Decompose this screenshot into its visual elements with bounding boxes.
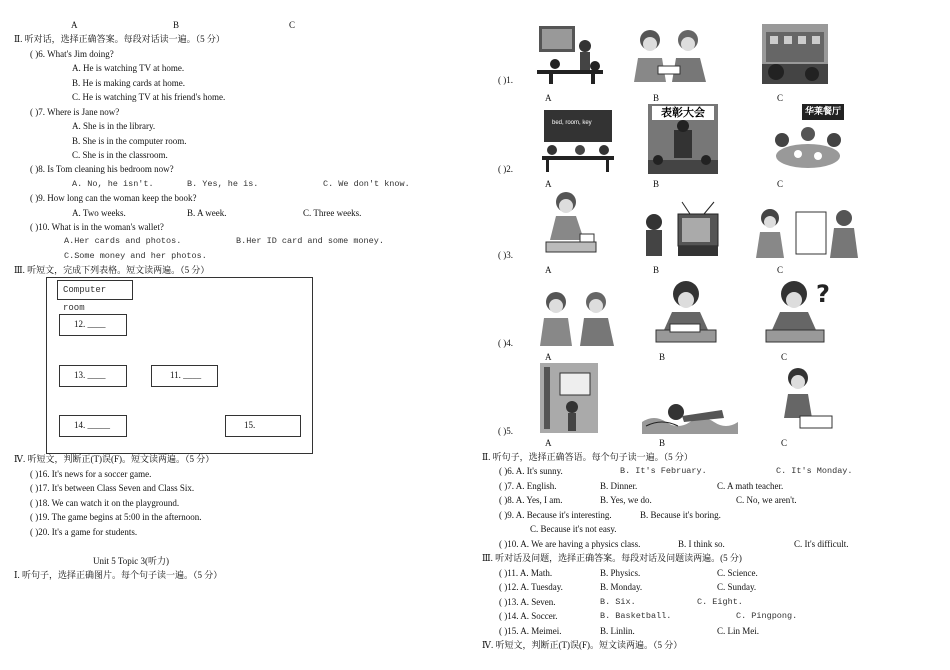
option: C. He is watching TV at his friend's home. xyxy=(72,92,226,102)
picture-teacher-board xyxy=(535,24,607,86)
option: C. Three weeks. xyxy=(303,208,362,218)
question-10: ( )10. What is in the woman's wallet? xyxy=(30,222,164,232)
map-blank-13: 13. ____ xyxy=(59,365,127,387)
picture-school-building xyxy=(762,24,828,84)
question-14: ( )14. A. Soccer. xyxy=(499,611,558,621)
section-title: Ⅰ. 听句子，选择正确图片。每个句子读一遍。（5 分） xyxy=(14,570,223,580)
option: C. Science. xyxy=(717,568,758,578)
option: B.Her ID card and some money. xyxy=(236,236,384,246)
option: C. Eight. xyxy=(697,597,743,607)
option: B. She is in the computer room. xyxy=(72,136,187,146)
option: B. Yes, he is. xyxy=(187,179,259,189)
option: B. Because it's boring. xyxy=(640,510,721,520)
option-label-c: C xyxy=(781,352,788,362)
option-label-a: A xyxy=(545,265,552,275)
unit-title: Unit 5 Topic 3(听力) xyxy=(93,556,169,566)
option-label-a: A xyxy=(545,352,552,362)
question-10: ( )10. A. We are having a physics class. xyxy=(499,539,641,549)
option-label-c: C xyxy=(777,93,784,103)
option-label-c: C xyxy=(777,265,784,275)
question-12: ( )12. A. Tuesday. xyxy=(499,582,563,592)
option-label-b: B xyxy=(659,352,666,362)
option: B. Dinner. xyxy=(600,481,638,491)
option: C. She is in the classroom. xyxy=(72,150,168,160)
option: B. Basketball. xyxy=(600,611,672,621)
map-blank-14: 14. _____ xyxy=(59,415,127,437)
picture-basketball xyxy=(540,363,598,433)
option: B. Six. xyxy=(600,597,636,607)
option-label-b: B xyxy=(173,20,180,30)
picture-girl-studying xyxy=(652,278,720,346)
option: A. Two weeks. xyxy=(72,208,126,218)
option: C. Pingpong. xyxy=(736,611,798,621)
option: B. A week. xyxy=(187,208,227,218)
tf-item: ( )17. It's between Class Seven and Class Six. xyxy=(30,483,195,493)
map-blank-11: 11. ____ xyxy=(151,365,218,387)
question-mark-icon: ? xyxy=(816,280,830,308)
question-6: ( )6. A. It's sunny. xyxy=(499,466,563,476)
picture-girl-making-cards xyxy=(540,190,602,258)
option: C. We don't know. xyxy=(323,179,410,189)
option: B. Yes, we do. xyxy=(600,495,652,505)
tf-item: ( )16. It's news for a soccer game. xyxy=(30,469,152,479)
option-label-a: A xyxy=(545,438,552,448)
option-label-b: B xyxy=(653,179,660,189)
question-11: ( )11. A. Math. xyxy=(499,568,553,578)
option: C. No, we aren't. xyxy=(736,495,797,505)
option: B. Monday. xyxy=(600,582,643,592)
picture-friends-drawing xyxy=(752,206,864,262)
option-label-a: A xyxy=(545,179,552,189)
option-label-c: C xyxy=(777,179,784,189)
picture-two-girls-reading xyxy=(630,28,714,84)
picture-watching-tv xyxy=(642,200,722,260)
picture-two-girls-talking xyxy=(538,290,618,348)
option: C. It's difficult. xyxy=(794,539,849,549)
picture-girl-thinking xyxy=(764,278,836,346)
picture-english-class xyxy=(540,108,616,174)
question-8: ( )8. A. Yes, I am. xyxy=(499,495,563,505)
picture-question-5: ( )5. xyxy=(498,426,513,436)
picture-boy-reading xyxy=(772,366,836,434)
option-label-a: A xyxy=(545,93,552,103)
option: B. He is making cards at home. xyxy=(72,78,185,88)
picture-restaurant xyxy=(772,104,844,174)
option: C. Lin Mei. xyxy=(717,626,759,636)
map-blank-12: 12. ____ xyxy=(59,314,127,336)
question-9: ( )9. How long can the woman keep the book? xyxy=(30,193,197,203)
option: A. No, he isn't. xyxy=(72,179,154,189)
section-title: Ⅳ. 听短文，判断正(T)误(F)。短文读两遍。（5 分） xyxy=(482,640,683,650)
question-9: ( )9. A. Because it's interesting. xyxy=(499,510,612,520)
picture-award-meeting xyxy=(648,104,718,174)
option: C.Some money and her photos. xyxy=(64,251,207,261)
option: C. It's Monday. xyxy=(776,466,853,476)
tf-item: ( )19. The game begins at 5:00 in the afternoon. xyxy=(30,512,202,522)
question-7: ( )7. A. English. xyxy=(499,481,557,491)
option: C. Sunday. xyxy=(717,582,757,592)
section-title: Ⅲ. 听对话及问题，选择正确答案。每段对话及问题读两遍。(5 分) xyxy=(482,553,742,563)
option: B. I think so. xyxy=(678,539,725,549)
map-label-computer-room: Computer room xyxy=(57,280,133,300)
option-label-b: B xyxy=(659,438,666,448)
option: A.Her cards and photos. xyxy=(64,236,182,246)
banner-text: 表彰大会 xyxy=(652,106,714,120)
section-title: Ⅱ. 听对话，选择正确答案。每段对话读一遍。（5 分） xyxy=(14,34,225,44)
option: C. Because it's not easy. xyxy=(530,524,617,534)
option-label-b: B xyxy=(653,93,660,103)
tf-item: ( )18. We can watch it on the playground. xyxy=(30,498,180,508)
sign-text: 华莱餐厅 xyxy=(802,104,844,120)
section-title: Ⅲ. 听短文，完成下列表格。短文读两遍。（5 分） xyxy=(14,265,210,275)
option-label-b: B xyxy=(653,265,660,275)
picture-question-3: ( )3. xyxy=(498,250,513,260)
picture-swimming xyxy=(642,398,738,434)
map-blank-15: 15. xyxy=(225,415,301,437)
picture-question-4: ( )4. xyxy=(498,338,513,348)
question-6: ( )6. What's Jim doing? xyxy=(30,49,114,59)
question-13: ( )13. A. Seven. xyxy=(499,597,556,607)
option: A. He is watching TV at home. xyxy=(72,63,185,73)
question-8: ( )8. Is Tom cleaning his bedroom now? xyxy=(30,164,174,174)
option: B. Physics. xyxy=(600,568,641,578)
picture-question-1: ( )1. xyxy=(498,75,513,85)
tf-item: ( )20. It's a game for students. xyxy=(30,527,138,537)
section-title: Ⅱ. 听句子，选择正确答语。每个句子读一遍。（5 分） xyxy=(482,452,693,462)
option: B. It's February. xyxy=(620,466,707,476)
picture-question-2: ( )2. xyxy=(498,164,513,174)
option: A. She is in the library. xyxy=(72,121,156,131)
section-title: Ⅳ. 听短文，判断正(T)误(F)。短文读两遍。（5 分） xyxy=(14,454,215,464)
question-15: ( )15. A. Meimei. xyxy=(499,626,562,636)
option-label-a: A xyxy=(71,20,78,30)
board-text: bed, room, key xyxy=(552,120,592,126)
question-7: ( )7. Where is Jane now? xyxy=(30,107,120,117)
option-label-c: C xyxy=(781,438,788,448)
option-label-c: C xyxy=(289,20,296,30)
option: B. Linlin. xyxy=(600,626,635,636)
option: C. A math teacher. xyxy=(717,481,784,491)
